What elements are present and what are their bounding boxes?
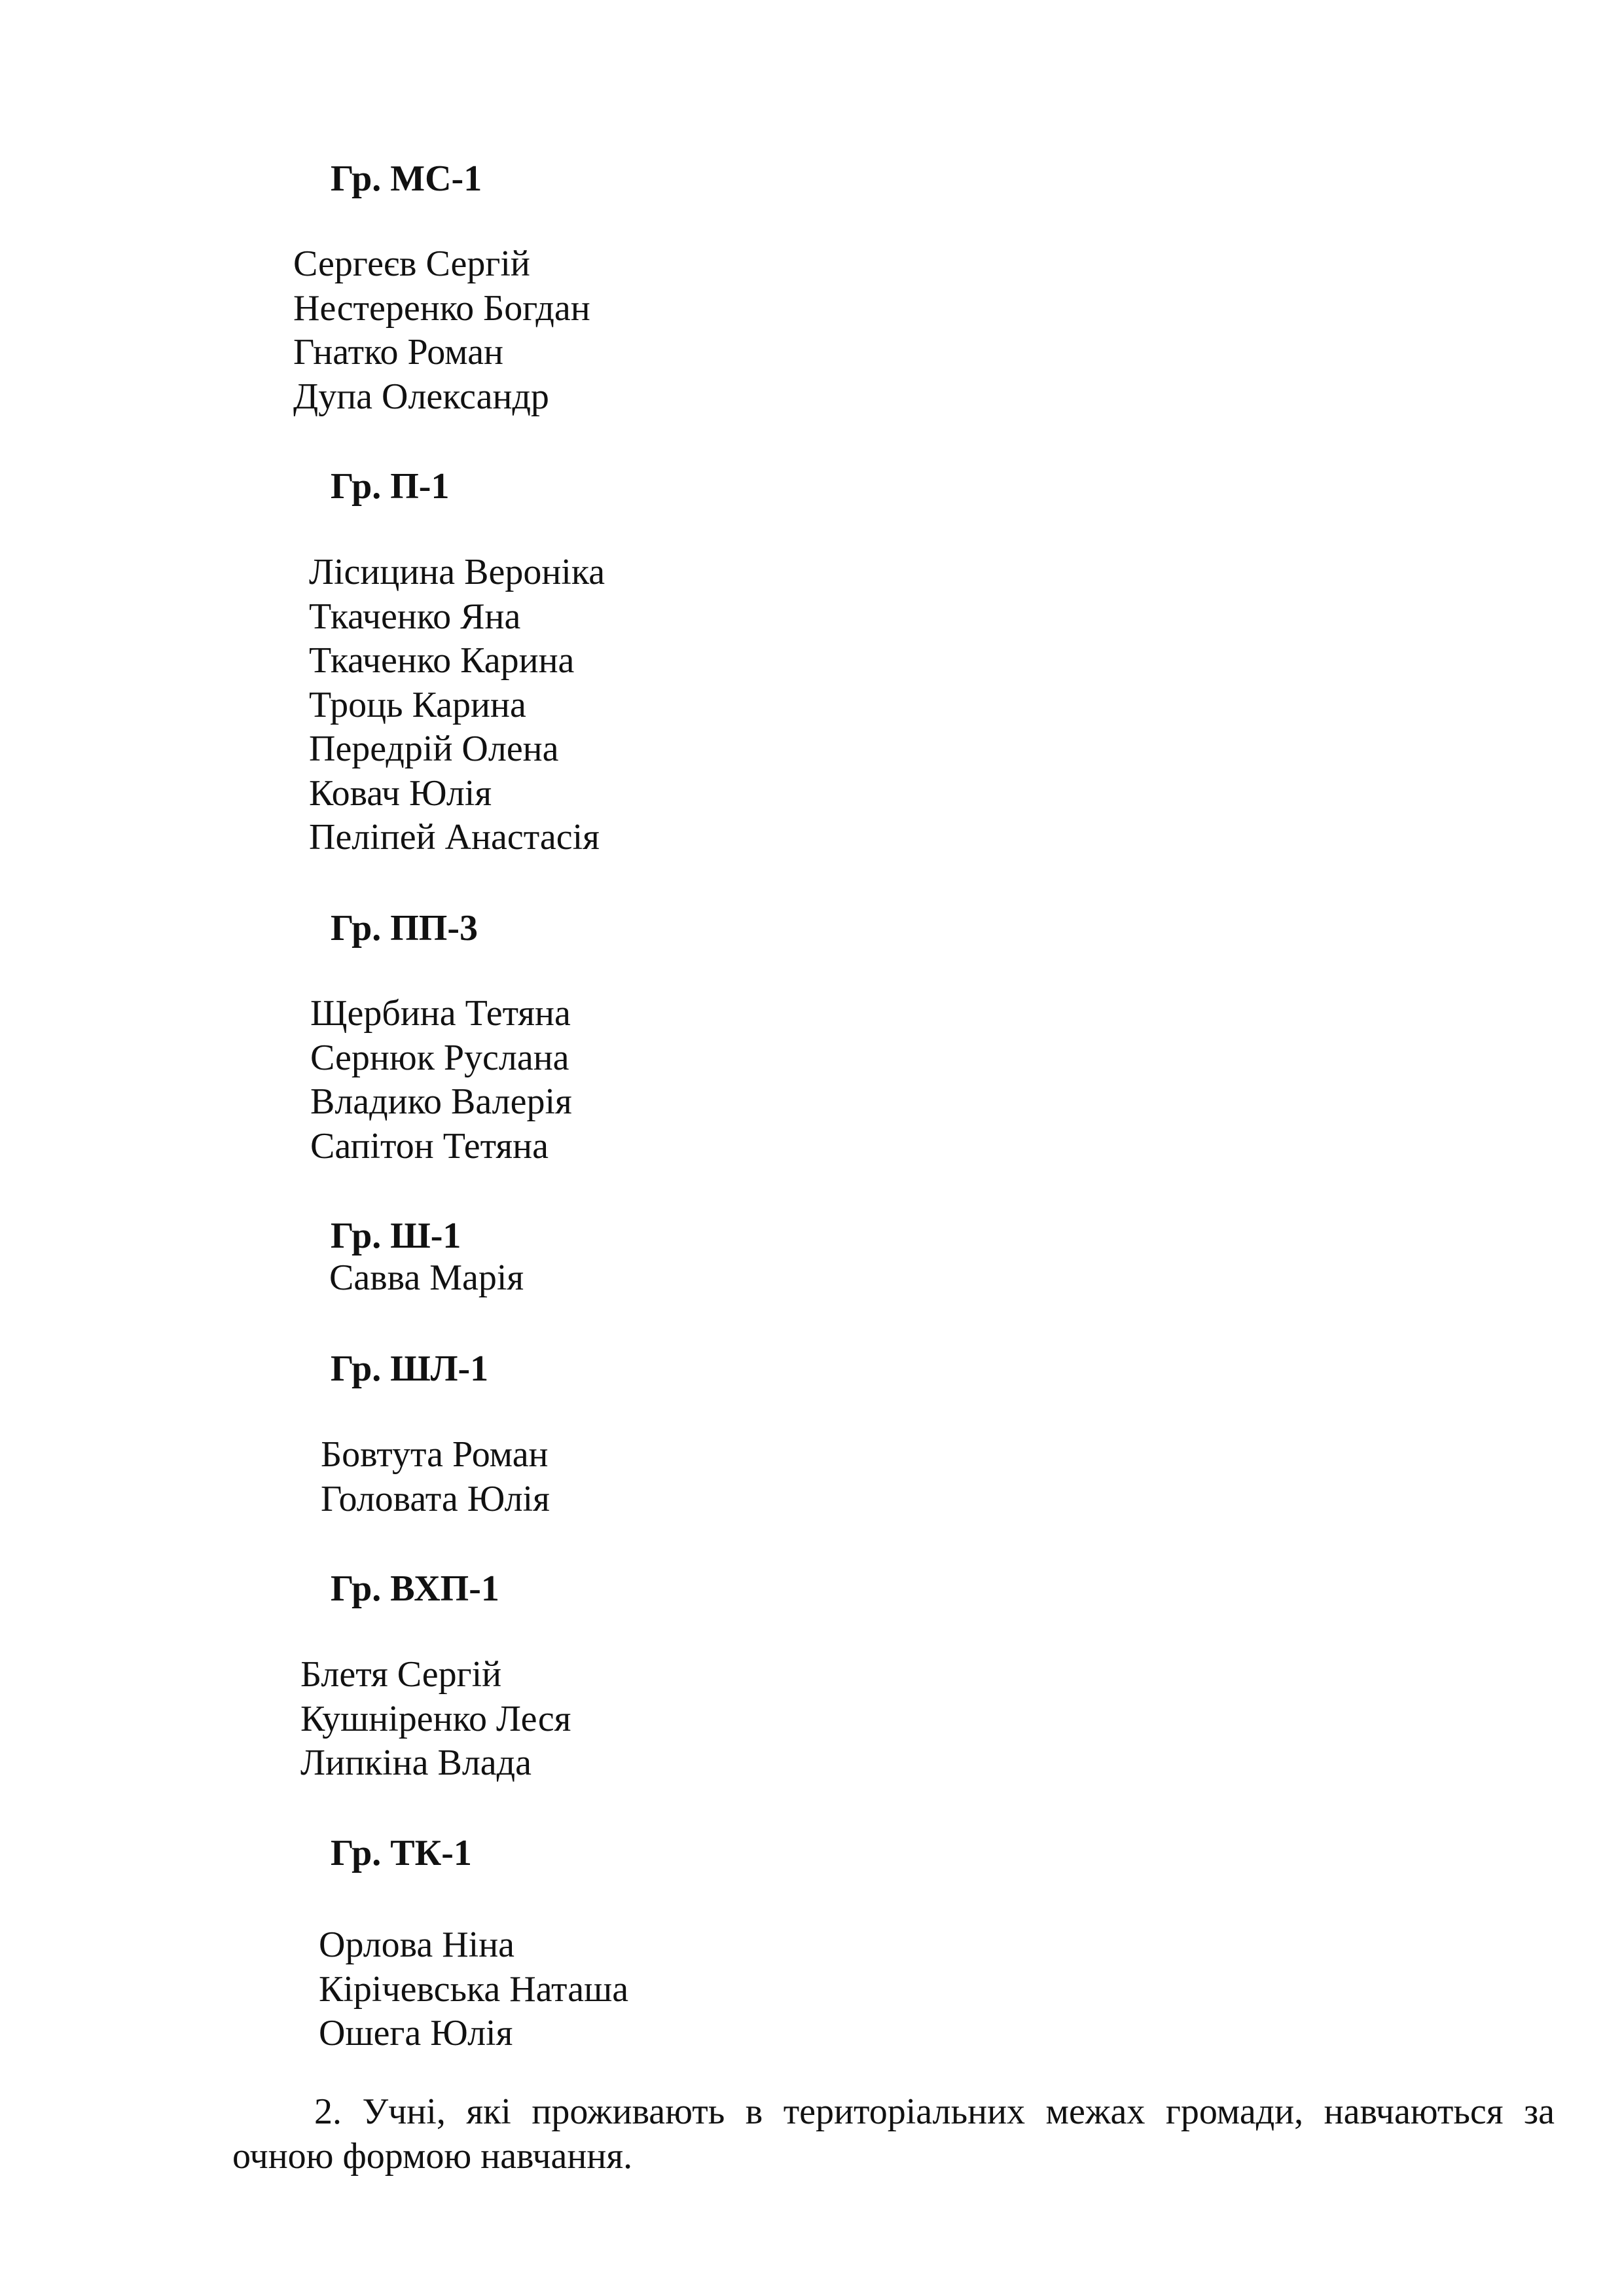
closing-paragraph [232, 2089, 1555, 2178]
student-name: Савва Марія [329, 1257, 524, 1298]
student-name: Бовтута Роман [321, 1434, 549, 1475]
student-name: Пеліпей Анастасія [309, 817, 600, 858]
paragraph-line: 2. Учні, які проживають в територіальних межах громади, навчаються за [314, 2091, 1555, 2132]
student-name: Головата Юлія [321, 1478, 550, 1519]
group-heading: Гр. МС-1 [331, 158, 482, 199]
student-name: Сергеєв Сергій [293, 244, 530, 284]
student-name: Ткаченко Яна [309, 596, 521, 637]
student-list [300, 1653, 571, 1786]
student-name: Кушніренко Леся [300, 1698, 571, 1739]
student-name: Сернюк Руслана [310, 1037, 569, 1078]
student-name: Ошега Юлія [319, 2013, 513, 2053]
paragraph-line: очною формою навчання. [232, 2136, 633, 2177]
student-name: Ткаченко Карина [309, 640, 575, 681]
student-name: Сапітон Тетяна [310, 1125, 549, 1166]
student-list [293, 242, 590, 419]
student-name: Кірічевська Наташа [319, 1968, 629, 2010]
student-name: Гнатко Роман [293, 332, 504, 372]
student-name: Блетя Сергій [300, 1654, 502, 1695]
student-name: Липкіна Влада [300, 1743, 532, 1783]
group-heading: Гр. П-1 [331, 466, 450, 507]
student-list [321, 1433, 550, 1521]
group-heading: Гр. ШЛ-1 [331, 1348, 489, 1389]
student-list [329, 1256, 524, 1301]
group-heading: Гр. ПП-3 [331, 908, 478, 949]
group-heading: Гр. Ш-1 [331, 1216, 461, 1256]
student-name: Дупа Олександр [293, 376, 549, 417]
group-heading: Гр. ВХП-1 [331, 1568, 499, 1609]
student-name: Ковач Юлія [309, 772, 492, 814]
student-name: Щербина Тетяна [310, 993, 571, 1034]
student-name: Лісицина Вероніка [309, 552, 605, 592]
student-name: Передрій Олена [309, 729, 559, 769]
student-list [310, 992, 572, 1168]
student-list [309, 551, 605, 860]
student-name: Орлова Ніна [319, 1925, 515, 1965]
student-name: Владико Валерія [310, 1081, 572, 1122]
student-list [319, 1923, 628, 2056]
student-name: Нестеренко Богдан [293, 287, 590, 329]
group-heading: Гр. ТК-1 [331, 1833, 472, 1873]
student-name: Троць Карина [309, 684, 526, 725]
